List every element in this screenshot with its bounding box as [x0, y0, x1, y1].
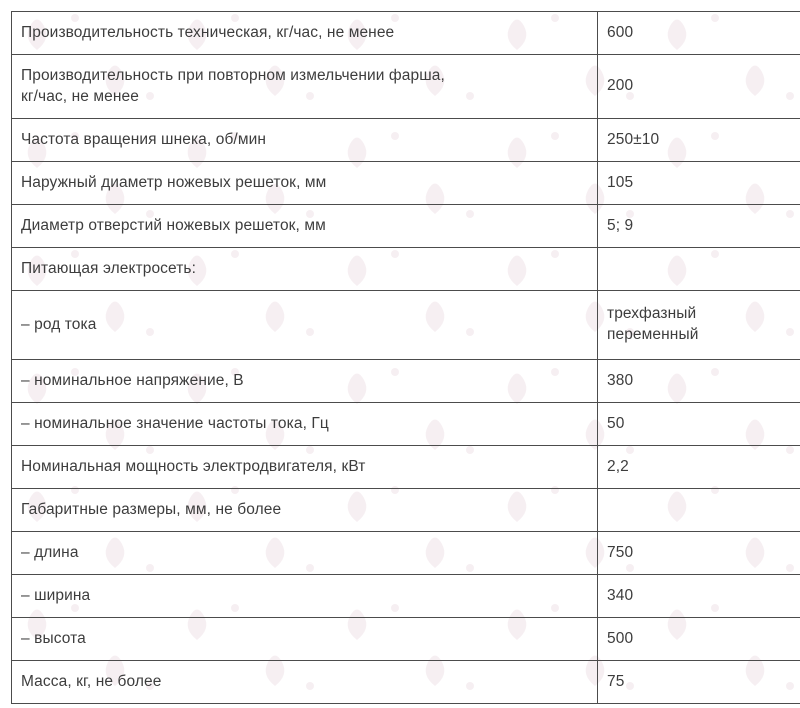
- spec-table-container: [11, 11, 788, 704]
- table-row: [12, 575, 800, 618]
- table-row: [12, 403, 800, 446]
- table-row: [12, 489, 800, 532]
- table-row: [12, 661, 800, 704]
- value-cell: 600: [598, 12, 800, 55]
- value-cell: 2,2: [598, 446, 800, 489]
- specifications-table: [11, 11, 800, 704]
- value-cell: 500: [598, 618, 800, 661]
- table-row: [12, 12, 800, 55]
- value-line: переменный: [607, 326, 699, 343]
- parameter-cell: – длина: [12, 532, 598, 575]
- value-cell: 75: [598, 661, 800, 704]
- parameter-line: Производительность при повторном измельчении фарша,: [21, 66, 445, 84]
- table-row: [12, 248, 800, 291]
- spec-table-body: [12, 12, 800, 704]
- value-cell: [598, 489, 800, 532]
- parameter-cell: Номинальная мощность электродвигателя, кВт: [12, 446, 598, 489]
- parameter-cell: Габаритные размеры, мм, не более: [12, 489, 598, 532]
- value-cell: 50: [598, 403, 800, 446]
- table-row: [12, 55, 800, 119]
- parameter-cell: Питающая электросеть:: [12, 248, 598, 291]
- table-row: [12, 446, 800, 489]
- parameter-cell: Частота вращения шнека, об/мин: [12, 119, 598, 162]
- table-row: [12, 119, 800, 162]
- parameter-cell: Наружный диаметр ножевых решеток, мм: [12, 162, 598, 205]
- value-cell: 250±10: [598, 119, 800, 162]
- parameter-cell: Диаметр отверстий ножевых решеток, мм: [12, 205, 598, 248]
- parameter-cell: Производительность техническая, кг/час, не менее: [12, 12, 598, 55]
- value-cell: 5; 9: [598, 205, 800, 248]
- parameter-cell: – высота: [12, 618, 598, 661]
- table-row: [12, 205, 800, 248]
- parameter-cell: – номинальное напряжение, В: [12, 360, 598, 403]
- parameter-cell: [12, 55, 598, 119]
- value-cell: [598, 291, 800, 360]
- table-row: [12, 618, 800, 661]
- parameter-line: кг/час, не менее: [21, 87, 139, 105]
- value-cell: 200: [598, 55, 800, 119]
- table-row: [12, 360, 800, 403]
- value-cell: 750: [598, 532, 800, 575]
- value-line: трехфазный: [607, 305, 697, 323]
- value-cell: [598, 248, 800, 291]
- parameter-cell: – род тока: [12, 291, 598, 360]
- parameter-cell: – ширина: [12, 575, 598, 618]
- value-cell: 105: [598, 162, 800, 205]
- table-row: [12, 532, 800, 575]
- parameter-cell: – номинальное значение частоты тока, Гц: [12, 403, 598, 446]
- value-cell: 380: [598, 360, 800, 403]
- value-cell: 340: [598, 575, 800, 618]
- table-row: [12, 162, 800, 205]
- table-row: [12, 291, 800, 360]
- parameter-cell: Масса, кг, не более: [12, 661, 598, 704]
